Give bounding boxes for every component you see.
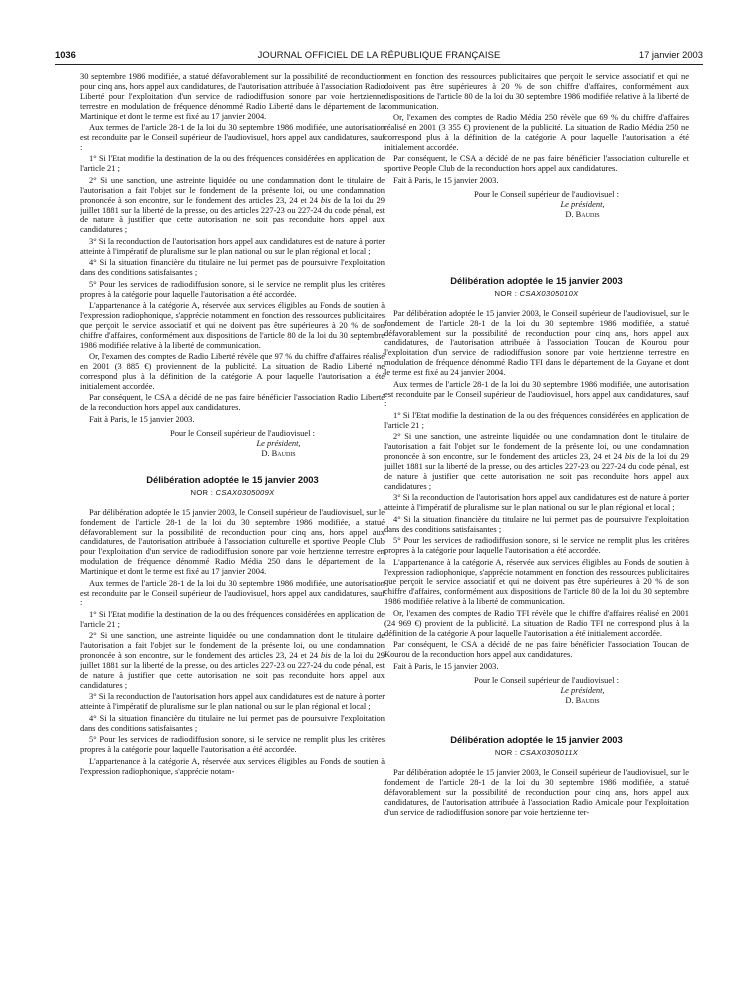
paragraph: L'appartenance à la catégorie A, réservée aux services éligibles au Fonds de soutien à l'expression radiophonique, s'apprécie notamment en fonction des ressources publicitaires que perçoit le service associatif et qui ne doivent pas être supérieures à 20 % de son chiffre d'affaires, conformément aux dispositions de l'article 80 de la loi du 30 septembre 1986 modifiée relative à la liberté de communication. (80, 300, 385, 350)
list-item: 4° Si la situation financière du titulaire ne lui permet pas de poursuivre l'exploitation dans des conditions satisfaisantes ; (80, 257, 385, 278)
text-run: bis (320, 194, 331, 205)
paragraph: Aux termes de l'article 28-1 de la loi du 30 septembre 1986 modifiée, une autorisation est reconduite par le Conseil supérieur de l'audiovisuel, hors appel aux candidatures, sauf : (80, 122, 385, 152)
list-item (80, 176, 385, 235)
list-item (80, 631, 385, 690)
paragraph: Aux termes de l'article 28-1 de la loi du 30 septembre 1986 modifiée, une autorisation est reconduite par le Conseil supérieur de l'audiovisuel, hors appel aux candidatures, sauf : (80, 577, 385, 608)
paragraph: Par délibération adoptée le 15 janvier 2003, le Conseil supérieur de l'audiovisuel, sur le fondement de l'article 28-1 de la loi du 30 septembre 1986 modifiée, a statué défavorablement sur la possibilité de reconduction pour cinq ans, hors appel aux candidatures, de l'autorisation attribuée à l'association culturelle et sportive People Club pour l'exploitation d'un service de radiodiffusion sonore par voie hertzienne terrestre en modulation de fréquence dénommé Radio Média 250 dans le département de la Martinique et dont le terme est fixé au 17 janvier 2004. (80, 506, 385, 577)
paragraph: Or, l'examen des comptes de Radio TFI révèle que le chiffre d'affaires réalisé en 2001 (24 969 €) provient de la publicité. La situation de Radio TFI ne correspond plus à la définition de la catégorie A pour laquelle l'autorisation a été initialement accordée. (384, 607, 689, 638)
spacer (384, 220, 689, 276)
signature-title: Le président, (560, 684, 605, 695)
signature-name: D. Baudis (565, 208, 600, 219)
signature-block (384, 676, 689, 706)
nor-code: CSAX0305011X (519, 748, 579, 758)
nor-code: CSAX0305010X (519, 288, 579, 298)
nor-reference (384, 289, 689, 299)
signature-block (80, 429, 385, 459)
paragraph: Aux termes de l'article 28-1 de la loi du 30 septembre 1986 modifiée, une autorisation est reconduite par le Conseil supérieur de l'audiovisuel, hors appel aux candidatures, sauf : (384, 378, 689, 409)
nor-code: CSAX0305009X (215, 487, 275, 497)
paragraph: Par délibération adoptée le 15 janvier 2003, le Conseil supérieur de l'audiovisuel, sur le fondement de l'article 28-1 de la loi du 30 septembre 1986 modifiée, a statué défavorablement sur la possibilité de reconduction pour cinq ans, hors appel aux candidatures, de l'autorisation attribuée à l'association Toucan de Kourou pour l'exploitation d'un service de radiodiffusion sonore par voie hertzienne terrestre en modulation de fréquence dénommé Radio TFI dans le département de la Guyane et dont le terme est fixé au 24 janvier 2004. (384, 307, 689, 378)
paragraph: L'appartenance à la catégorie A, réservée aux services éligibles au Fonds de soutien à l'expression radiophonique, s'apprécie notam- (80, 755, 385, 776)
text-run: bis (624, 451, 635, 462)
text-run: bis (320, 650, 331, 661)
header-rule (55, 64, 703, 65)
list-item: 1° Si l'Etat modifie la destination de la ou des fréquences considérées en application de l'article 21 ; (384, 409, 689, 430)
date-line: Fait à Paris, le 15 janvier 2003. (89, 414, 195, 425)
signature-title: Le président, (256, 438, 301, 449)
page-number: 1036 (55, 49, 76, 60)
page-header (55, 47, 703, 63)
paragraph: Par conséquent, le CSA a décidé de ne pas faire bénéficier l'association culturelle et sportive People Club de la reconduction hors appel aux candidatures. (384, 153, 689, 174)
signature-line: Pour le Conseil supérieur de l'audiovisuel : (170, 428, 315, 439)
spacer (80, 459, 385, 475)
list-item: 3° Si la reconduction de l'autorisation hors appel aux candidatures est de nature à porter atteinte à l'impératif de pluralisme sur le plan national ou sur le plan régional et local ; (80, 691, 385, 712)
list-item: 4° Si la situation financière du titulaire ne lui permet pas de poursuivre l'exploitation dans des conditions satisfaisantes ; (80, 712, 385, 733)
paragraph: Par conséquent, le CSA a décidé de ne pas faire bénéficier l'association Toucan de Kourou de la reconduction hors appel aux candidatures. (384, 639, 689, 659)
paragraph: L'appartenance à la catégorie A, réservée aux services éligibles au Fonds de soutien à l'expression radiophonique, s'apprécie notamment en fonction des ressources publicitaires que perçoit le service associatif et qui ne doivent pas être supérieures à 20 % de son chiffre d'affaires, conformément aux dispositions de l'article 80 de la loi du 30 septembre 1986 modifiée relative à la liberté de communication. (384, 556, 689, 607)
deliberation-title: Délibération adoptée le 15 janvier 2003 (146, 473, 319, 485)
paragraph: 30 septembre 1986 modifiée, a statué défavorablement sur la possibilité de reconduction pour cinq ans, hors appel aux candidatures, de l'autorisation attribuée à l'association Radio Liberté pour l'exploitation d'un service de radiodiffusion sonore par voie hertzienne terrestre en modulation de fréquence dénommé Radio Liberté dans le département de la Martinique et dont le terme est fixé au 17 janvier 2004. (80, 72, 385, 121)
text-run: de la loi du 29 juillet 1881 sur la liberté de la presse, ou des articles 227-23 ou 227-24 du code pénal, est de nature à justifier que cette autorisation ne soit pas reconduite hors appel aux candidatures ; (80, 194, 385, 235)
list-item: 5° Pour les services de radiodiffusion sonore, si le service ne remplit plus les critères propres à la catégorie pour laquelle l'autorisation a été accordée. (384, 535, 689, 556)
issue-date: 17 janvier 2003 (638, 49, 703, 60)
date-line: Fait à Paris, le 15 janvier 2003. (393, 660, 499, 671)
list-item: 5° Pour les services de radiodiffusion sonore, si le service ne remplit plus les critères propres à la catégorie pour laquelle l'autorisation a été accordée. (80, 278, 385, 299)
date-line: Fait à Paris, le 15 janvier 2003. (393, 175, 499, 186)
signature-block (384, 190, 689, 220)
list-item: 3° Si la reconduction de l'autorisation hors appel aux candidatures est de nature à porter atteinte à l'impératif de pluralisme sur le plan national ou sur le plan régional et local ; (80, 235, 385, 256)
left-column (80, 72, 385, 987)
list-item: 1° Si l'Etat modifie la destination de la ou des fréquences considérées en application de l'article 21 ; (80, 608, 385, 629)
journal-title: JOURNAL OFFICIEL DE LA RÉPUBLIQUE FRANÇAISE (257, 49, 501, 60)
list-item: 5° Pour les services de radiodiffusion sonore, si le service ne remplit plus les critères propres à la catégorie pour laquelle l'autorisation a été accordée. (80, 734, 385, 755)
right-column (384, 72, 689, 987)
paragraph: Or, l'examen des comptes de Radio Média 250 révèle que 69 % du chiffre d'affaires réalisé en 2001 (3 355 €) provienent de la publicité. La situation de Radio Média 250 ne correspond plus à la définition de la catégorie A pour laquelle l'autorisation a été initialement accordée. (384, 112, 689, 152)
nor-reference (80, 488, 385, 498)
text-run: de la loi du 29 juillet 1881 sur la liberté de la presse, ou des articles 227-23 ou 227-24 du code pénal, est de nature à justifier que cette autorisation ne soit pas reconduite hors appel aux candidatures ; (80, 650, 385, 690)
list-item: 1° Si l'Etat modifie la destination de la ou des fréquences considérées en application de l'article 21 ; (80, 153, 385, 174)
signature-name: D. Baudis (261, 447, 296, 458)
paragraph: Par conséquent, le CSA a décidé de ne pas faire bénéficier l'association Radio Liberté de la reconduction hors appel aux candidatures. (80, 392, 385, 413)
nor-label: NOR : (494, 288, 520, 298)
nor-reference (384, 748, 689, 758)
deliberation-title: Délibération adoptée le 15 janvier 2003 (450, 734, 623, 746)
list-item: 3° Si la reconduction de l'autorisation hors appel aux candidatures est de nature à porter atteinte à l'impératif de pluralisme sur le plan national ou sur le plan régional et local ; (384, 492, 689, 513)
nor-label: NOR : (494, 748, 520, 758)
text-run: de la loi du 29 juillet 1881 sur la liberté de la presse, ou des articles 227-23 ou 227-24 du code pénal, est de nature à justifier que cette autorisation ne soit pas reconduite hors appel aux candidatures ; (384, 451, 689, 491)
signature-title: Le président, (560, 199, 605, 210)
text-run: 2° Si une sanction, une astreinte liquidée ou une condamnation dont le titulaire de l'autorisation a fait l'objet sur le fondement de la présente loi, ou une condamnation prononcée à son encontre, sur le fondement des articles 23, 24 et 24 (384, 431, 689, 462)
signature-line: Pour le Conseil supérieur de l'audiovisuel : (474, 674, 619, 685)
signature-line: Pour le Conseil supérieur de l'audiovisuel : (474, 189, 619, 200)
paragraph: Par délibération adoptée le 15 janvier 2003, le Conseil supérieur de l'audiovisuel, sur le fondement de l'article 28-1 de la loi du 30 septembre 1986 modifiée, a statué défavorablement sur la possibilité de reconduction pour cinq ans, hors appel aux candidatures, de l'autorisation attribuée à l'association Radio Amicale pour l'exploitation d'un service de radiodiffusion sonore par voie hertzienne ter- (384, 767, 689, 817)
text-run: 2° Si une sanction, une astreinte liquidée ou une condamnation dont le titulaire de l'autorisation a fait l'objet sur le fondement de la présente loi, ou une condamnation prononcée à son encontre, sur le fondement des articles 23, 24 et 24 (80, 630, 385, 661)
paragraph: ment en fonction des ressources publicitaires que perçoit le service associatif et qui ne doivent pas être supérieures à 20 % de son chiffre d'affaires, conformément aux dispositions de l'article 80 de la loi du 30 septembre 1986 modifiée relative à la liberté de communication. (384, 72, 689, 111)
list-item: 4° Si la situation financière du titulaire ne lui permet pas de poursuivre l'exploitation dans des conditions satisfaisantes ; (384, 513, 689, 534)
signature-name: D. Baudis (565, 694, 600, 705)
paragraph: Or, l'examen des comptes de Radio Liberté révèle que 97 % du chiffre d'affaires réalisé en 2001 (3 885 €) proviennent de la publicité. La situation de Radio Liberté ne correspond plus à la définition de la catégorie A pour laquelle l'autorisation a été initialement accordée. (80, 351, 385, 391)
spacer (384, 705, 689, 735)
nor-label: NOR : (190, 487, 216, 497)
text-run: 2° Si une sanction, une astreinte liquidée ou une condamnation dont le titulaire de l'autorisation a fait l'objet sur le fondement de la présente loi, ou une condamnation prononcée à son encontre, sur le fondement des articles 23, 24 et 24 (80, 174, 385, 205)
deliberation-title: Délibération adoptée le 15 janvier 2003 (450, 274, 623, 286)
list-item (384, 432, 689, 491)
